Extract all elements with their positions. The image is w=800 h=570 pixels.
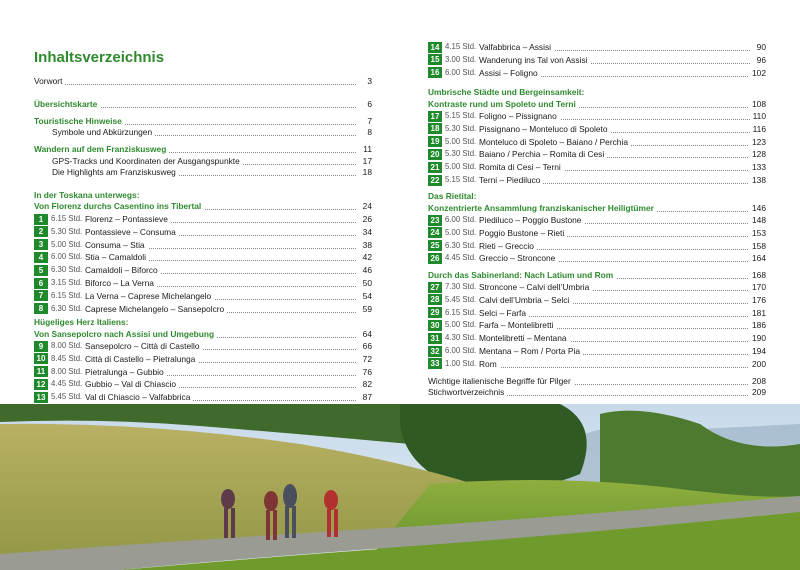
- route-name: Città di Castello – Pietralunga: [85, 353, 196, 364]
- route-duration: 5.30 Std.: [445, 123, 477, 133]
- route-label: [428, 281, 592, 293]
- toc-entry: [34, 75, 372, 87]
- route-name: Caprese Michelangelo – Sansepolcro: [85, 303, 225, 314]
- route-name: Baiano / Perchia – Romita di Cesi: [479, 149, 605, 160]
- section-subtitle: Kontraste rund um Spoleto und Terni: [428, 98, 579, 110]
- page-number: 170: [749, 281, 766, 293]
- page-number: 59: [360, 303, 372, 315]
- page-number: 176: [749, 294, 766, 306]
- route-duration: 5.15 Std.: [445, 175, 477, 184]
- page-number: 6: [364, 98, 372, 110]
- route-number-badge: 19: [428, 136, 442, 147]
- route-name: Gubbio – Val di Chiascio: [85, 379, 177, 390]
- section-subtitle-row: [34, 200, 372, 212]
- route-name: Montelibretti – Mentana: [479, 333, 567, 344]
- route-duration: 4.15 Std.: [445, 42, 477, 51]
- page-number: 110: [750, 110, 766, 122]
- route-label: [34, 340, 203, 352]
- route-label: [428, 161, 564, 173]
- route-duration: 6.15 Std.: [51, 290, 83, 300]
- route-label: [428, 319, 556, 331]
- toc-entry: [34, 166, 372, 178]
- route-label: [34, 391, 193, 403]
- section-subtitle-row: [428, 269, 766, 281]
- page-number: 11: [360, 143, 372, 155]
- toc-entry: [34, 98, 372, 110]
- route-row: [34, 290, 372, 302]
- entry-title: Symbole und Abkürzungen: [34, 126, 155, 138]
- route-duration: 6.30 Std.: [51, 303, 83, 313]
- route-name: La Verna – Caprese Michelangelo: [85, 290, 212, 301]
- route-duration: 5.30 Std.: [445, 149, 477, 159]
- route-label: [34, 264, 161, 276]
- route-name: Sansepolcro – Città di Castello: [85, 341, 200, 351]
- route-row: [428, 281, 766, 293]
- route-row: [428, 136, 766, 148]
- route-duration: 6.00 Std.: [445, 215, 477, 224]
- landscape-photo: [0, 404, 800, 570]
- route-number-badge: 24: [428, 227, 442, 238]
- route-name: Assisi – Foligno: [479, 67, 538, 78]
- route-row: [428, 319, 766, 331]
- route-duration: 3.00 Std.: [445, 54, 477, 64]
- route-row: [428, 252, 766, 264]
- route-label: [428, 240, 537, 252]
- route-name: Wanderung ins Tal von Assisi: [479, 54, 588, 65]
- route-label: [428, 307, 529, 319]
- page-number: 102: [749, 67, 766, 79]
- route-number-badge: 32: [428, 346, 442, 357]
- route-row: [34, 303, 372, 315]
- route-number-badge: 3: [34, 239, 48, 250]
- section-subtitle-row: [428, 202, 766, 214]
- route-row: [34, 353, 372, 365]
- route-name: Stroncone – Calvi dell’Umbria: [479, 282, 590, 292]
- route-duration: 7.30 Std.: [445, 282, 477, 291]
- route-number-badge: 2: [34, 226, 48, 237]
- route-number-badge: 26: [428, 253, 442, 264]
- route-name: Piediluco – Poggio Bustone: [479, 215, 582, 225]
- route-name: Mentana – Rom / Porta Pia: [479, 346, 581, 356]
- route-label: [34, 226, 179, 238]
- route-number-badge: 11: [34, 366, 48, 377]
- route-duration: 1.00 Std.: [445, 358, 477, 368]
- route-name: Romita di Cesi – Terni: [479, 162, 561, 173]
- page-number: 116: [750, 123, 766, 135]
- route-number-badge: 28: [428, 294, 442, 305]
- route-duration: 4.45 Std.: [445, 253, 477, 263]
- route-name: Greccio – Stroncone: [479, 253, 556, 264]
- section-header: Umbrische Städte und Bergeinsamkeit:: [428, 87, 585, 97]
- page-title: Inhaltsverzeichnis: [34, 49, 165, 66]
- route-duration: 5.00 Std.: [445, 162, 477, 172]
- entry-title: Übersichtskarte: [34, 98, 100, 110]
- section-subtitle: Von Florenz durchs Casentino ins Tibertal: [34, 200, 204, 212]
- page-number: 46: [360, 264, 372, 276]
- page-number: 76: [360, 366, 372, 378]
- route-row: [428, 294, 766, 306]
- page-number: 7: [364, 115, 372, 127]
- page-number: 3: [364, 75, 372, 87]
- page-number: 24: [360, 200, 372, 212]
- route-number-badge: 14: [428, 42, 442, 53]
- entry-title: Stichwortverzeichnis: [428, 386, 507, 398]
- route-duration: 5.45 Std.: [445, 294, 477, 304]
- route-duration: 6.00 Std.: [51, 252, 83, 262]
- route-label: [428, 148, 607, 160]
- route-label: [428, 123, 611, 135]
- page-number: 158: [749, 240, 766, 252]
- route-name: Val di Chiascio – Valfabbrica: [85, 392, 191, 403]
- route-row: [428, 123, 766, 135]
- page-number: 208: [749, 375, 766, 387]
- route-duration: 6.00 Std.: [445, 67, 477, 77]
- route-name: Camaldoli – Biforco: [85, 265, 158, 276]
- page-number: 34: [360, 226, 372, 238]
- route-name: Florenz – Pontassieve: [85, 214, 168, 224]
- route-label: [428, 136, 631, 148]
- page-number: 194: [749, 345, 766, 357]
- route-row: [428, 345, 766, 357]
- route-label: [428, 332, 570, 344]
- page-number: 148: [749, 214, 766, 226]
- page-number: 96: [754, 54, 766, 66]
- page-number: 38: [360, 239, 372, 251]
- page-number: 82: [360, 378, 372, 390]
- route-name: Calvi dell’Umbria – Selci: [479, 294, 570, 305]
- route-name: Pietralunga – Gubbio: [85, 366, 164, 377]
- landscape-photo-hikers-icon: [0, 404, 800, 570]
- route-row: [34, 277, 372, 289]
- page-number: 133: [749, 161, 766, 173]
- route-row: [34, 378, 372, 390]
- route-name: Monteluco di Spoleto – Baiano / Perchia: [479, 136, 628, 147]
- route-number-badge: 16: [428, 67, 442, 78]
- page-number: 87: [360, 391, 372, 403]
- page-number: 164: [749, 252, 766, 264]
- route-row: [428, 240, 766, 252]
- route-label: [428, 345, 583, 357]
- route-row: [428, 307, 766, 319]
- route-number-badge: 8: [34, 303, 48, 314]
- entry-title: Vorwort: [34, 75, 65, 87]
- route-number-badge: 21: [428, 162, 442, 173]
- route-number-badge: 33: [428, 358, 442, 369]
- route-duration: 4.30 Std.: [445, 333, 477, 343]
- route-duration: 4.45 Std.: [51, 379, 83, 389]
- route-label: [34, 290, 214, 302]
- route-row: [428, 41, 766, 53]
- section-subtitle: Von Sansepolcro nach Assisi und Umgebung: [34, 328, 217, 340]
- route-label: [428, 54, 590, 66]
- entry-title: Wandern auf dem Franziskusweg: [34, 143, 169, 155]
- route-duration: 6.00 Std.: [445, 346, 477, 355]
- route-duration: 5.00 Std.: [51, 239, 83, 249]
- route-label: [34, 251, 149, 263]
- page-number: 18: [360, 166, 372, 178]
- route-row: [428, 148, 766, 160]
- page-number: 64: [360, 328, 372, 340]
- route-row: [428, 358, 766, 370]
- route-label: [34, 303, 227, 315]
- page-number: 128: [749, 148, 766, 160]
- section-header: Hügeliges Herz Italiens:: [34, 317, 129, 327]
- route-duration: 5.00 Std.: [445, 320, 477, 330]
- section-subtitle-row: [428, 98, 766, 110]
- route-name: Rom: [479, 358, 497, 369]
- page-number: 26: [360, 213, 372, 225]
- route-name: Terni – Piediluco: [479, 175, 541, 185]
- dot-leader: [34, 84, 356, 85]
- route-number-badge: 6: [34, 278, 48, 289]
- route-label: [428, 227, 567, 239]
- route-duration: 5.15 Std.: [445, 111, 477, 120]
- toc-entry: [428, 386, 766, 398]
- route-number-badge: 31: [428, 333, 442, 344]
- page-number: 66: [360, 340, 372, 352]
- route-row: [34, 213, 372, 225]
- entry-title: GPS-Tracks und Koordinaten der Ausgangspunkte: [34, 155, 243, 167]
- route-row: [34, 264, 372, 276]
- page-number: 54: [360, 290, 372, 302]
- route-duration: 5.00 Std.: [445, 227, 477, 237]
- route-number-badge: 20: [428, 149, 442, 160]
- route-number-badge: 12: [34, 379, 48, 390]
- route-label: [34, 277, 157, 289]
- route-row: [34, 391, 372, 403]
- route-label: [34, 366, 167, 378]
- page-number: 42: [360, 251, 372, 263]
- page-number: 90: [754, 41, 766, 53]
- route-label: [428, 174, 543, 186]
- entry-title: Touristische Hinweise: [34, 115, 125, 127]
- route-row: [428, 67, 766, 79]
- route-row: [428, 110, 766, 122]
- route-number-badge: 27: [428, 282, 442, 293]
- route-duration: 8.00 Std.: [51, 341, 83, 350]
- route-number-badge: 30: [428, 320, 442, 331]
- route-number-badge: 10: [34, 353, 48, 364]
- route-row: [428, 161, 766, 173]
- route-name: Pissignano – Monteluco di Spoleto: [479, 123, 608, 134]
- route-label: [428, 294, 572, 306]
- route-number-badge: 7: [34, 290, 48, 301]
- page-number: 17: [360, 155, 372, 167]
- section-subtitle-row: [34, 328, 372, 340]
- route-label: [34, 239, 148, 251]
- page-number: 200: [749, 358, 766, 370]
- toc-entry: [34, 126, 372, 138]
- page-number: 108: [749, 98, 766, 110]
- route-row: [428, 54, 766, 66]
- route-name: Biforco – La Verna: [85, 278, 154, 288]
- page-number: 123: [749, 136, 766, 148]
- page-number: 153: [749, 227, 766, 239]
- route-number-badge: 23: [428, 215, 442, 226]
- route-duration: 8.00 Std.: [51, 366, 83, 376]
- page-number: 190: [749, 332, 766, 344]
- route-name: Farfa – Montelibretti: [479, 320, 554, 331]
- page-number: 168: [749, 269, 766, 281]
- route-number-badge: 25: [428, 240, 442, 251]
- section-header: Das Rietital:: [428, 191, 477, 201]
- route-name: Selci – Farfa: [479, 307, 527, 318]
- route-duration: 6.30 Std.: [51, 265, 83, 275]
- route-name: Rieti – Greccio: [479, 240, 534, 251]
- route-number-badge: 18: [428, 123, 442, 134]
- route-label: [428, 252, 558, 264]
- route-label: [428, 67, 541, 79]
- route-row: [34, 251, 372, 263]
- route-label: [34, 353, 198, 365]
- route-name: Consuma – Stia: [85, 239, 145, 250]
- route-row: [34, 226, 372, 238]
- route-name: Pontassieve – Consuma: [85, 226, 176, 237]
- page-number: 138: [749, 174, 766, 186]
- page-number: 209: [749, 386, 766, 398]
- page-number: 50: [360, 277, 372, 289]
- route-label: [428, 214, 584, 226]
- route-number-badge: 4: [34, 252, 48, 263]
- route-label: [34, 213, 171, 225]
- route-name: Foligno – Pissignano: [479, 111, 557, 121]
- route-label: [34, 378, 179, 390]
- entry-title: Wichtige italienische Begriffe für Pilger: [428, 375, 574, 387]
- route-label: [428, 358, 500, 370]
- section-subtitle: Konzentrierte Ansammlung franziskanischer Heiligtümer: [428, 202, 657, 214]
- route-number-badge: 17: [428, 111, 442, 122]
- route-row: [34, 366, 372, 378]
- route-row: [428, 227, 766, 239]
- page-number: 72: [360, 353, 372, 365]
- route-number-badge: 13: [34, 392, 48, 403]
- route-row: [428, 214, 766, 226]
- route-label: [428, 41, 554, 53]
- route-number-badge: 1: [34, 214, 48, 225]
- route-name: Poggio Bustone – Rieti: [479, 227, 565, 238]
- page-number: 146: [749, 202, 766, 214]
- route-duration: 8.45 Std.: [51, 353, 83, 363]
- route-name: Valfabbrica – Assisi: [479, 42, 551, 52]
- route-name: Stia – Camaldoli: [85, 252, 146, 263]
- route-duration: 3.15 Std.: [51, 278, 83, 287]
- route-label: [428, 110, 560, 122]
- route-duration: 6.15 Std.: [445, 307, 477, 317]
- route-number-badge: 5: [34, 265, 48, 276]
- route-number-badge: 15: [428, 54, 442, 65]
- section-header: In der Toskana unterwegs:: [34, 190, 140, 200]
- route-row: [34, 340, 372, 352]
- route-duration: 5.00 Std.: [445, 136, 477, 146]
- entry-title: Die Highlights am Franziskusweg: [34, 166, 179, 178]
- page-number: 181: [749, 307, 766, 319]
- route-number-badge: 29: [428, 307, 442, 318]
- page-number: 186: [749, 319, 766, 331]
- route-duration: 6.15 Std.: [51, 214, 83, 223]
- route-row: [428, 174, 766, 186]
- route-number-badge: 9: [34, 341, 48, 352]
- route-row: [428, 332, 766, 344]
- route-duration: 6.30 Std.: [445, 240, 477, 250]
- route-duration: 5.45 Std.: [51, 392, 83, 402]
- toc-entry: [34, 143, 372, 155]
- route-row: [34, 239, 372, 251]
- route-number-badge: 22: [428, 175, 442, 186]
- page-number: 8: [364, 126, 372, 138]
- route-duration: 5.30 Std.: [51, 226, 83, 236]
- section-subtitle: Durch das Sabinerland: Nach Latium und Rom: [428, 269, 616, 281]
